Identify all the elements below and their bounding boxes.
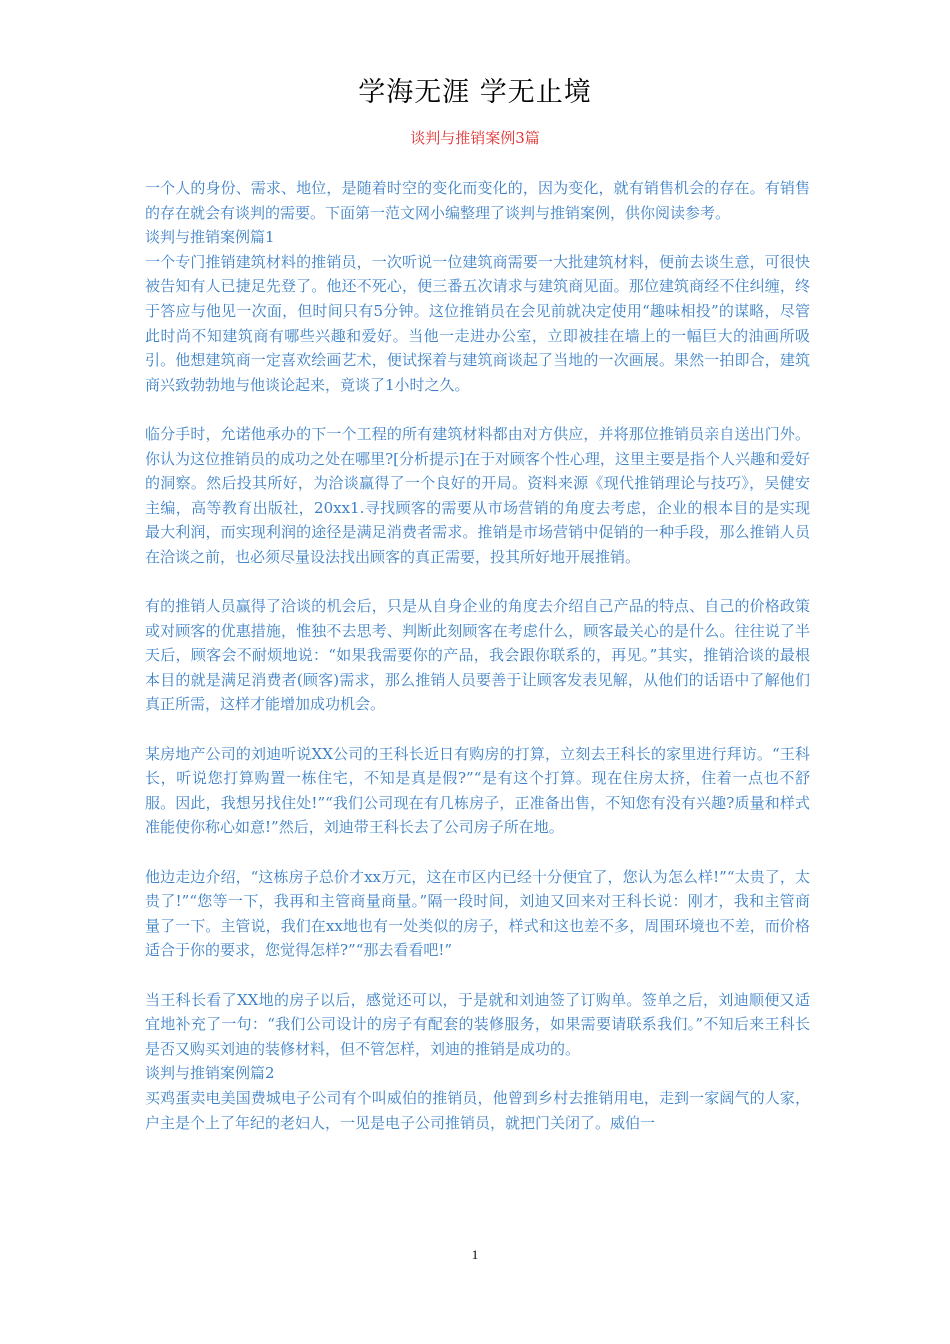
document-title: 谈判与推销案例3篇 [410,129,540,147]
page-number: 1 [471,1247,479,1262]
paragraph: 某房地产公司的刘迪听说XX公司的王科长近日有购房的打算，立刻去王科长的家里进行拜访。“王科长，听说您打算购置一栋住宅，不知是真是假?”“是有这个打算。现在住房太挤，住着一点也不舒服。因此，我想另找住处!”“我们公司现在有几栋房子，正准备出售，不知您有没有兴趣?质量和样式准能使你称心如意!”然后，刘迪带王科长去了公司房子所在地。 [145,744,810,837]
paragraph-intro: 一个人的身份、需求、地位，是随着时空的变化而变化的，因为变化，就有销售机会的存在。有销售的存在就会有谈判的需要。下面第一范文网小编整理了谈判与推销案例，供你阅读参考。 [145,179,810,222]
paragraph: 有的推销人员赢得了洽谈的机会后，只是从自身企业的角度去介绍自己产品的特点、自己的价格政策或对顾客的优惠措施，惟独不去思考、判断此刻顾客在考虑什么，顾客最关心的是什么。往往说了半天后，顾客会不耐烦地说：“如果我需要你的产品，我会跟你联系的，再见。”其实，推销洽谈的最根本目的就是满足消费者(顾客)需求，那么推销人员要善于让顾客发表见解，从他们的话语中了解他们真正所需，这样才能增加成功机会。 [145,597,810,714]
section-heading-1: 谈判与推销案例篇1 [145,228,275,247]
paragraph: 他边走边介绍，“这栋房子总价才xx万元，这在市区内已经十分便宜了，您认为怎么样!”“太贵了，太贵了!”“您等一下，我再和主管商量商量。”隔一段时间，刘迪又回来对王科长说：刚才，我和主管商量了一下。主管说，我们在xx地也有一处类似的房子，样式和这也差不多，周围环境也不差，而价格适合于你的要求，您觉得怎样?”“那去看看吧!” [145,867,810,960]
document-body [145,176,810,1135]
paragraph: 买鸡蛋卖电美国费城电子公司有个叫威伯的推销员，他曾到乡村去推销用电，走到一家阔气的人家，户主是个上了年纪的老妇人，一见是电子公司推销员，就把门关闭了。威伯一 [145,1088,810,1132]
paragraph: 当王科长看了XX地的房子以后，感觉还可以，于是就和刘迪签了订购单。签单之后，刘迪顺便又适宜地补充了一句：“我们公司设计的房子有配套的装修服务，如果需要请联系我们。”不知后来王科长是否又购买刘迪的装修材料，但不管怎样，刘迪的推销是成功的。 [145,990,810,1058]
paragraph: 临分手时，允诺他承办的下一个工程的所有建筑材料都由对方供应，并将那位推销员亲自送出门外。你认为这位推销员的成功之处在哪里?[分析提示]在于对顾客个性心理，这里主要是指个人兴趣和爱好的洞察。然后投其所好，为洽谈赢得了一个良好的开局。资料来源《现代推销理论与技巧》，吴健安主编，高等教育出版社，20xx1.寻找顾客的需要从市场营销的角度去考虑，企业的根本目的是实现最大利润，而实现利润的途径是满足消费者需求。推销是市场营销中促销的一种手段，那么推销人员在洽谈之前，也必须尽量设法找出顾客的真正需要，投其所好地开展推销。 [145,424,810,566]
page-header: 学海无涯 学无止境 [358,77,592,108]
section-heading-2: 谈判与推销案例篇2 [145,1064,275,1083]
paragraph: 一个专门推销建筑材料的推销员，一次听说一位建筑商需要一大批建筑材料，便前去谈生意，可很快被告知有人已捷足先登了。他还不死心，便三番五次请求与建筑商见面。那位建筑商经不住纠缠，终于答应与他见一次面，但时间只有5分钟。这位推销员在会见前就决定使用“趣味相投”的谋略，尽管此时尚不知建筑商有哪些兴趣和爱好。当他一走进办公室，立即被挂在墙上的一幅巨大的油画所吸引。他想建筑商一定喜欢绘画艺术，便试探着与建筑商谈起了当地的一次画展。果然一拍即合，建筑商兴致勃勃地与他谈论起来，竟谈了1小时之久。 [145,252,810,394]
